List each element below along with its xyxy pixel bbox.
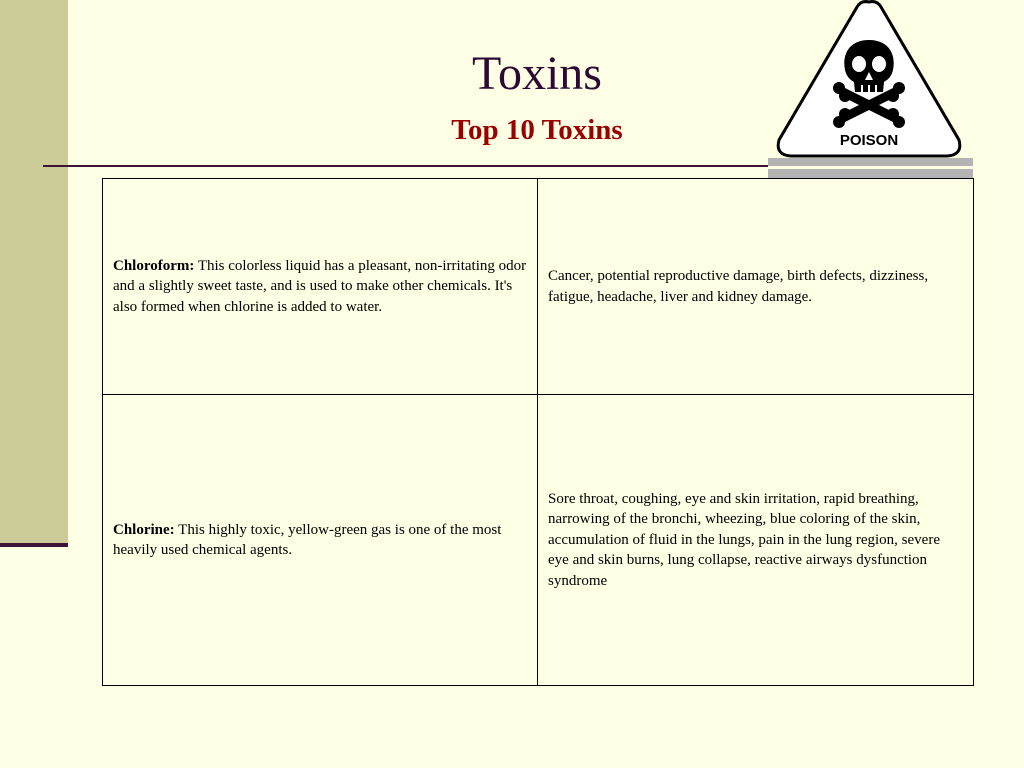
toxin-effects-cell xyxy=(538,395,974,686)
toxin-name: Chlorine: xyxy=(113,521,175,538)
poison-warning-sign xyxy=(775,0,963,160)
poison-label: POISON xyxy=(839,132,899,149)
left-accent-line xyxy=(0,543,68,547)
toxin-description: This colorless liquid has a pleasant, non-irritating odor and a slightly sweet taste, and is used to make other chemicals. It's also formed when chlorine is added to water. xyxy=(113,257,527,315)
toxin-description-cell xyxy=(103,395,538,686)
toxin-effects: Cancer, potential reproductive damage, birth defects, dizziness, fatigue, headache, liver and kidney damage. xyxy=(548,268,929,305)
gray-accent-bar xyxy=(768,158,973,178)
slide-title: Toxins xyxy=(472,47,602,100)
toxin-name: Chloroform: xyxy=(113,257,195,274)
toxin-description-cell xyxy=(103,179,538,395)
toxin-description: This highly toxic, yellow-green gas is one of the most heavily used chemical agents. xyxy=(113,521,502,558)
skull-crossbones-icon xyxy=(775,0,963,160)
toxins-table xyxy=(102,178,974,686)
toxin-effects: Sore throat, coughing, eye and skin irritation, rapid breathing, narrowing of the bronchi, wheezing, blue coloring of the skin, accumulation of fluid in the lungs, pain in the lung region, severe eye and skin burns, lung collapse, reactive airways dysfunction syndrome xyxy=(548,490,940,589)
table-row xyxy=(103,179,974,395)
slide-subtitle: Top 10 Toxins xyxy=(451,114,623,146)
toxin-effects-cell xyxy=(538,179,974,395)
table-row xyxy=(103,395,974,686)
